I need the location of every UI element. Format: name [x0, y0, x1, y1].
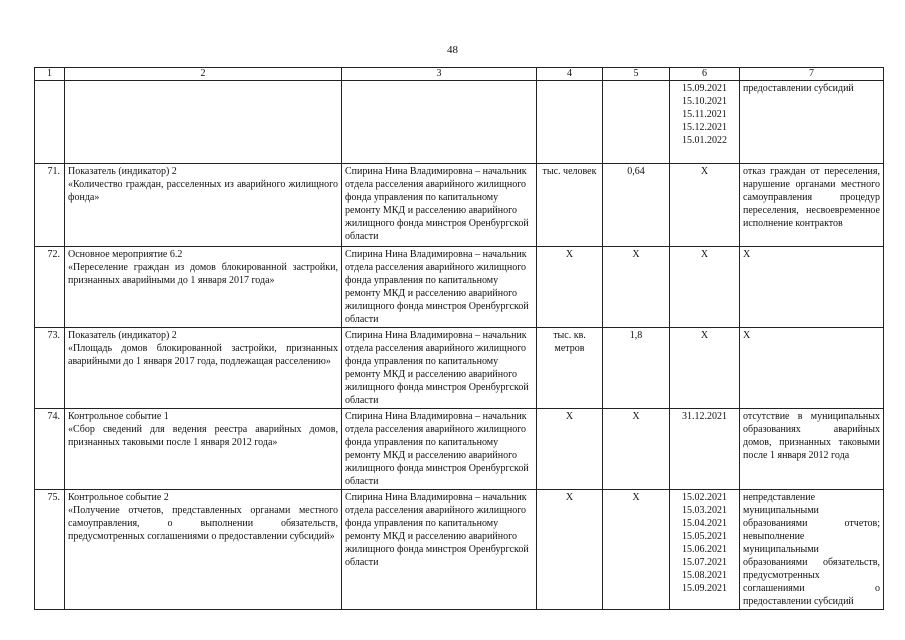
name-cell	[65, 164, 342, 247]
unit-cell: X	[537, 490, 603, 610]
page-number: 48	[447, 44, 458, 56]
date-line: 15.10.2021	[682, 96, 727, 107]
name-text: «Получение отчетов, представленных органами местного самоуправления, о выполнении обязательств, предусмотренных соглашениями о предоставлении субсидий»	[68, 505, 338, 542]
name-cell	[65, 328, 342, 409]
responsible-cell: Спирина Нина Владимировна – начальник отдела расселения аварийного жилищного фонда управления по капитальному ремонту МКД и расселению аварийного жилищного фонда минстроя Оренбургской области	[342, 247, 537, 328]
responsible-cell: Спирина Нина Владимировна – начальник отдела расселения аварийного жилищного фонда управления по капитальному ремонту МКД и расселению аварийного жилищного фонда минстроя Оренбургской области	[342, 328, 537, 409]
dates-cell: 31.12.2021	[670, 409, 740, 490]
unit-cell: тыс. человек	[537, 164, 603, 247]
num-cell	[35, 81, 65, 164]
dates-cell: X	[670, 328, 740, 409]
name-cell	[65, 81, 342, 164]
row-number: 75.	[35, 490, 65, 610]
date-line: 15.01.2022	[682, 135, 727, 146]
header-row	[35, 68, 884, 81]
dates-cell	[670, 81, 740, 164]
date-line: 15.12.2021	[682, 122, 727, 133]
risks-cell: X	[740, 247, 884, 328]
row-number: 73.	[35, 328, 65, 409]
unit-cell: X	[537, 409, 603, 490]
header-cell: 6	[670, 68, 740, 81]
name-type: Показатель (индикатор) 2	[68, 330, 177, 341]
dates-cell	[670, 490, 740, 610]
risks-cell: отказ граждан от переселения, нарушение органами местного самоуправления процедур переселения, несвоевременное исполнение контрактов	[740, 164, 884, 247]
header-cell: 7	[740, 68, 884, 81]
row-number: 74.	[35, 409, 65, 490]
date-line: 15.09.2021	[682, 583, 727, 594]
name-text: «Сбор сведений для ведения реестра аварийных домов, признанных таковыми после 1 января 2012 года»	[68, 424, 338, 448]
date-line: 15.05.2021	[682, 531, 727, 542]
date-line: 15.11.2021	[682, 109, 727, 120]
name-cell	[65, 490, 342, 610]
table-row	[35, 247, 884, 328]
dates-cell: X	[670, 247, 740, 328]
unit-cell	[537, 81, 603, 164]
name-text: «Переселение граждан из домов блокированной застройки, признанных аварийными до 1 января 2017 года»	[68, 262, 338, 286]
risks-cell: непредставление муниципальными образованиями отчетов; невыполнение муниципальными образованиями обязательств, предусмотренных соглашениями о предоставлении субсидий	[740, 490, 884, 610]
name-text: «Количество граждан, расселенных из аварийного жилищного фонда»	[68, 179, 338, 203]
value-cell	[603, 81, 670, 164]
risks-cell: X	[740, 328, 884, 409]
table-row	[35, 164, 884, 247]
name-type: Показатель (индикатор) 2	[68, 166, 177, 177]
table-row	[35, 490, 884, 610]
table-row	[35, 409, 884, 490]
risks-cell: отсутствие в муниципальных образованиях аварийных домов, признанных таковыми после 1 января 2012 года	[740, 409, 884, 490]
responsible-cell: Спирина Нина Владимировна – начальник отдела расселения аварийного жилищного фонда управления по капитальному ремонту МКД и расселению аварийного жилищного фонда минстроя Оренбургской области	[342, 490, 537, 610]
responsible-cell: Спирина Нина Владимировна – начальник отдела расселения аварийного жилищного фонда управления по капитальному ремонту МКД и расселению аварийного жилищного фонда минстроя Оренбургской области	[342, 409, 537, 490]
unit-cell: X	[537, 247, 603, 328]
value-cell: X	[603, 490, 670, 610]
table-row	[35, 328, 884, 409]
date-line: 15.02.2021	[682, 492, 727, 503]
continuation-row	[35, 81, 884, 164]
date-line: 15.04.2021	[682, 518, 727, 529]
unit-cell: тыс. кв. метров	[537, 328, 603, 409]
responsible-cell: Спирина Нина Владимировна – начальник отдела расселения аварийного жилищного фонда управления по капитальному ремонту МКД и расселению аварийного жилищного фонда минстроя Оренбургской области	[342, 164, 537, 247]
name-text: «Площадь домов блокированной застройки, признанных аварийными до 1 января 2017 года, подлежащая расселению»	[68, 343, 338, 367]
value-cell: X	[603, 409, 670, 490]
row-number: 72.	[35, 247, 65, 328]
value-cell: 0,64	[603, 164, 670, 247]
header-cell: 4	[537, 68, 603, 81]
name-cell	[65, 247, 342, 328]
value-cell: 1,8	[603, 328, 670, 409]
responsible-cell	[342, 81, 537, 164]
header-cell: 5	[603, 68, 670, 81]
header-cell: 3	[342, 68, 537, 81]
name-type: Контрольное событие 2	[68, 492, 169, 503]
name-type: Контрольное событие 1	[68, 411, 169, 422]
row-number: 71.	[35, 164, 65, 247]
date-line: 15.07.2021	[682, 557, 727, 568]
name-type: Основное мероприятие 6.2	[68, 249, 183, 260]
header-cell: 2	[65, 68, 342, 81]
risks-cell: предоставлении субсидий	[740, 81, 884, 164]
date-line: 15.09.2021	[682, 83, 727, 94]
plan-table	[34, 67, 884, 610]
dates-cell: X	[670, 164, 740, 247]
name-cell	[65, 409, 342, 490]
date-line: 15.06.2021	[682, 544, 727, 555]
header-cell: 1	[35, 68, 65, 81]
date-line: 15.08.2021	[682, 570, 727, 581]
date-line: 15.03.2021	[682, 505, 727, 516]
value-cell: X	[603, 247, 670, 328]
